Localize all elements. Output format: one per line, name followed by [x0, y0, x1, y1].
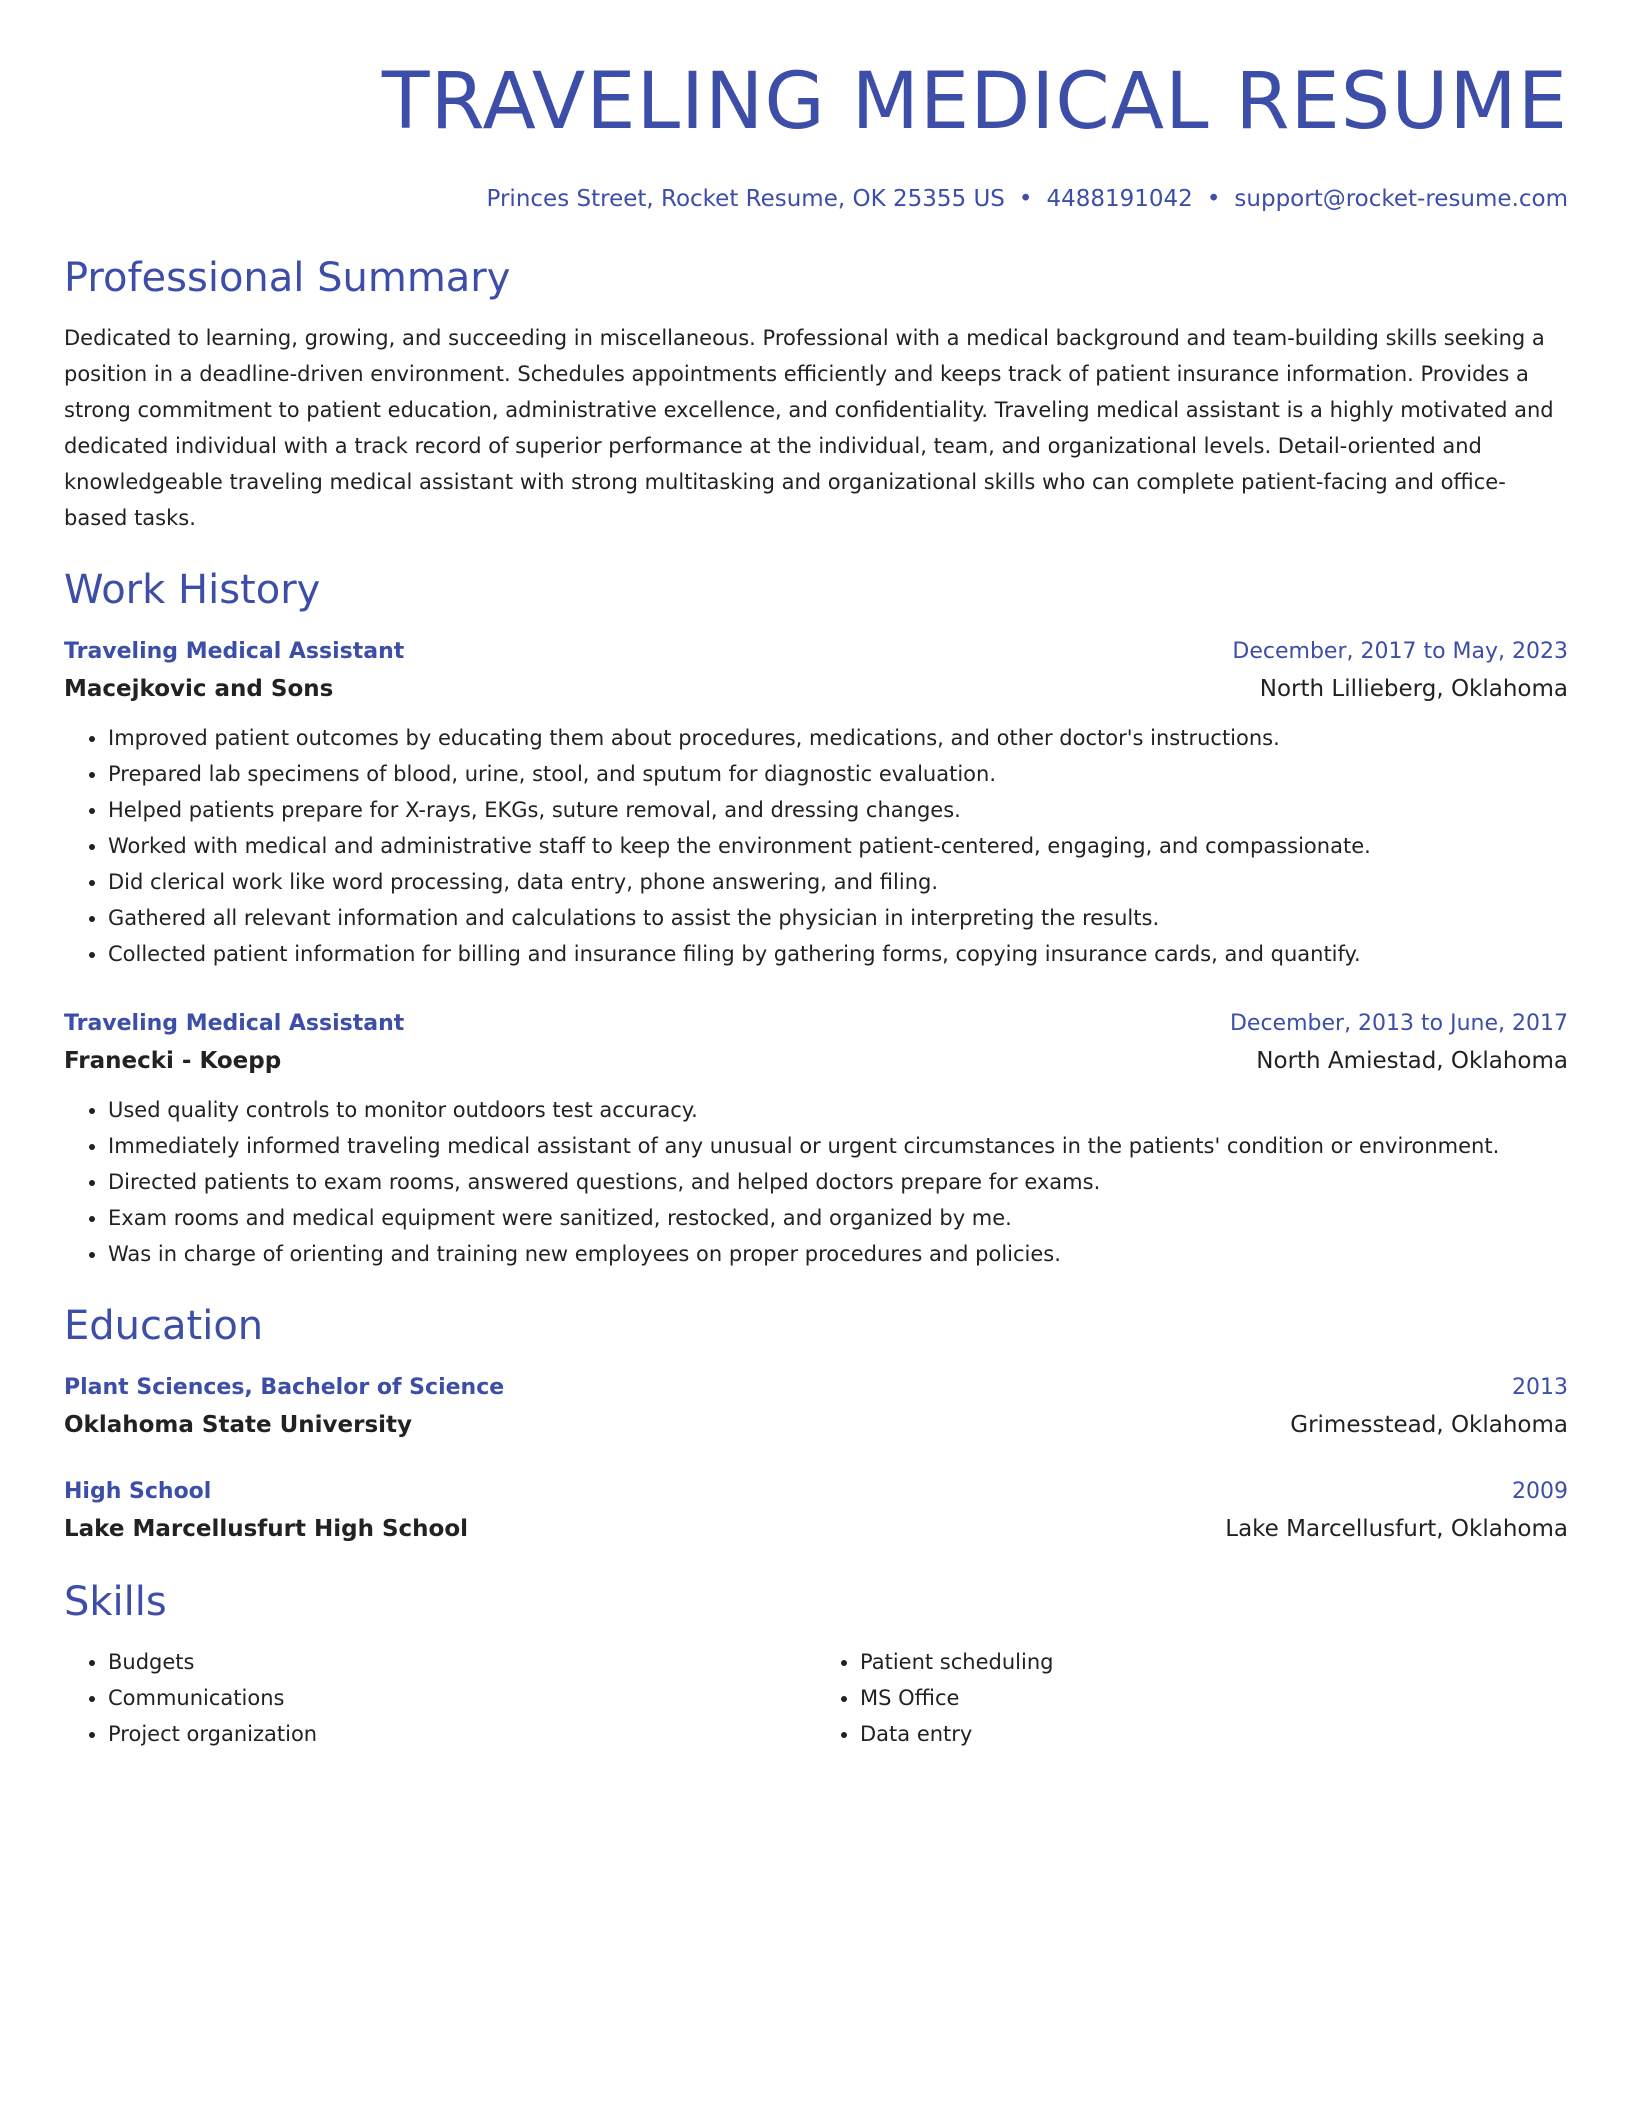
job-bullets [64, 1092, 1568, 1272]
contact-address: Princes Street, Rocket Resume, OK 25355 US [486, 186, 1005, 212]
job-dates: December, 2013 to June, 2017 [1229, 1011, 1568, 1036]
skill-item: • Data entry [860, 1716, 1568, 1752]
summary-heading: Professional Summary [64, 255, 511, 301]
job-bullet: • Immediately informed traveling medical assistant of any unusual or urgent circumstances in the patients' condition or environment. [108, 1128, 1568, 1164]
education-year: 2013 [1512, 1375, 1568, 1400]
skill-item: • Patient scheduling [860, 1644, 1568, 1680]
education-year: 2009 [1512, 1479, 1568, 1504]
contact-separator: • [1018, 186, 1033, 212]
job-bullet: • Worked with medical and administrative staff to keep the environment patient-centered, engaging, and compassionate. [108, 828, 1568, 864]
job-role: Traveling Medical Assistant [64, 639, 405, 664]
summary-section [64, 254, 1568, 536]
education-degree: High School [64, 1479, 212, 1504]
skills-column-left [64, 1644, 816, 1752]
job-company: Macejkovic and Sons [64, 676, 334, 702]
skills-column-right [816, 1644, 1568, 1752]
job-bullets [64, 720, 1568, 972]
job-company: Franecki - Koepp [64, 1048, 282, 1074]
job-bullet: • Prepared lab specimens of blood, urine, stool, and sputum for diagnostic evaluation. [108, 756, 1568, 792]
work-history-section [64, 566, 1568, 1272]
job-bullet: • Did clerical work like word processing, data entry, phone answering, and filing. [108, 864, 1568, 900]
contact-separator: • [1206, 186, 1221, 212]
skills-section [64, 1578, 1568, 1752]
job-bullet: • Gathered all relevant information and calculations to assist the physician in interpreting the results. [108, 900, 1568, 936]
skills-heading: Skills [64, 1579, 167, 1625]
job-bullet: • Directed patients to exam rooms, answered questions, and helped doctors prepare for exams. [108, 1164, 1568, 1200]
job-location: North Lillieberg, Oklahoma [1259, 676, 1568, 702]
skills-columns [64, 1644, 1568, 1752]
contact-email: support@rocket-resume.com [1234, 186, 1568, 212]
skill-item: • MS Office [860, 1680, 1568, 1716]
job-entry [64, 1006, 1568, 1272]
education-degree: Plant Sciences, Bachelor of Science [64, 1375, 505, 1400]
job-role: Traveling Medical Assistant [64, 1011, 405, 1036]
job-bullet: • Helped patients prepare for X-rays, EKGs, suture removal, and dressing changes. [108, 792, 1568, 828]
job-entry [64, 634, 1568, 972]
job-dates: December, 2017 to May, 2023 [1232, 639, 1568, 664]
education-entry [64, 1474, 1568, 1548]
education-entry [64, 1370, 1568, 1444]
job-bullet: • Collected patient information for billing and insurance filing by gathering forms, copying insurance cards, and quantify. [108, 936, 1568, 972]
work-history-heading: Work History [64, 567, 321, 613]
job-location: North Amiestad, Oklahoma [1256, 1048, 1568, 1074]
resume-title: TRAVELING MEDICAL RESUME [381, 57, 1568, 147]
resume-header [64, 0, 1568, 214]
contact-line [64, 184, 1568, 214]
job-bullet: • Was in charge of orienting and training new employees on proper procedures and policies. [108, 1236, 1568, 1272]
job-bullet: • Exam rooms and medical equipment were sanitized, restocked, and organized by me. [108, 1200, 1568, 1236]
contact-phone: 4488191042 [1046, 186, 1193, 212]
education-section [64, 1302, 1568, 1548]
skill-item: • Project organization [108, 1716, 816, 1752]
education-location: Grimesstead, Oklahoma [1290, 1412, 1568, 1438]
skill-item: • Communications [108, 1680, 816, 1716]
education-school: Oklahoma State University [64, 1412, 413, 1438]
job-bullet: • Improved patient outcomes by educating them about procedures, medications, and other doctor's instructions. [108, 720, 1568, 756]
education-school: Lake Marcellusfurt High School [64, 1516, 469, 1542]
education-location: Lake Marcellusfurt, Oklahoma [1225, 1516, 1568, 1542]
job-bullet: • Used quality controls to monitor outdoors test accuracy. [108, 1092, 1568, 1128]
skill-item: • Budgets [108, 1644, 816, 1680]
summary-text: Dedicated to learning, growing, and succeeding in miscellaneous. Professional with a medical background and team-building skills seeking a position in a deadline-driven environment. Schedules appointments efficiently and keeps track of patient insurance information. Provides a strong commitment to patient education, administrative excellence, and confidentiality. Traveling medical assistant is a highly motivated and dedicated individual with a track record of superior performance at the individual, team, and organizational levels. Detail-oriented and knowledgeable traveling medical assistant with strong multitasking and organizational skills who can complete patient-facing and office-based tasks. [64, 326, 1554, 530]
education-heading: Education [64, 1303, 264, 1349]
